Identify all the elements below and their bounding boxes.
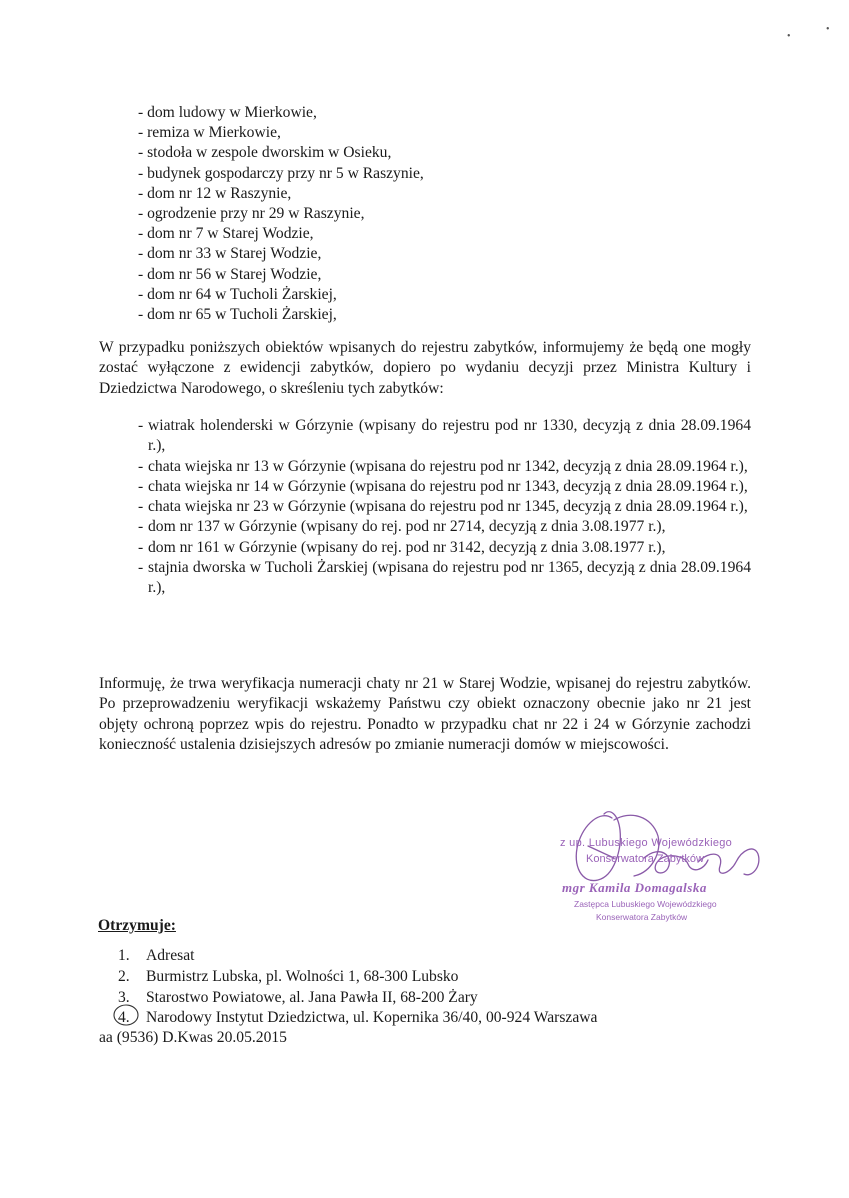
recipient-number: 4. xyxy=(118,1009,130,1027)
list-item: - dom nr 56 w Starej Wodzie, xyxy=(138,265,322,283)
document-reference: aa (9536) D.Kwas 20.05.2015 xyxy=(99,1029,287,1046)
recipient-number: 1. xyxy=(118,947,130,964)
list-item: - dom nr 12 w Raszynie, xyxy=(138,184,292,202)
recipients-heading: Otrzymuje: xyxy=(98,917,176,934)
scan-dot: • xyxy=(787,31,791,42)
handwritten-circle-icon xyxy=(112,1002,142,1028)
list-item: - dom nr 7 w Starej Wodzie, xyxy=(138,225,314,243)
list-item xyxy=(138,497,751,517)
paragraph-registry-intro: W przypadku poniższych obiektów wpisanych do rejestru zabytków, informujemy że będą one mogły zostać wyłączone z ewidencji zabytków, dopiero po wydaniu decyzji przez Ministra Kultury i Dziedzictwa Narodowego, o skreśleniu tych zabytków: xyxy=(99,339,751,397)
recipient-text: Burmistrz Lubska, pl. Wolności 1, 68-300 Lubsko xyxy=(146,967,459,985)
recipient-text: Adresat xyxy=(146,947,195,964)
stamp-line: Konserwatora Zabytków xyxy=(596,912,688,922)
list-dash: - xyxy=(138,477,144,495)
recipient-item xyxy=(118,1008,597,1029)
list-item xyxy=(138,457,751,477)
recipient-item xyxy=(118,946,597,967)
list-item: - dom nr 65 w Tucholi Żarskiej, xyxy=(138,306,337,324)
list-item-text: wiatrak holenderski w Górzynie (wpisany do rejestru pod nr 1330, decyzją z dnia 28.09.1964 r.), xyxy=(148,417,751,455)
stamp-line: Konserwatora Zabytków xyxy=(586,853,704,865)
list-item: - ogrodzenie przy nr 29 w Raszynie, xyxy=(138,205,365,223)
list-item-text: chata wiejska nr 13 w Górzynie (wpisana do rejestru pod nr 1342, decyzją z dnia 28.09.1964 r.), xyxy=(148,457,748,475)
recipient-number: 2. xyxy=(118,967,130,985)
list-item: - dom nr 33 w Starej Wodzie, xyxy=(138,245,322,263)
list-item xyxy=(138,538,751,558)
list-item-text: chata wiejska nr 14 w Górzynie (wpisana do rejestru pod nr 1343, decyzją z dnia 28.09.1964 r.), xyxy=(148,477,748,495)
registered-objects-list xyxy=(138,416,751,599)
list-item: - budynek gospodarczy przy nr 5 w Raszynie, xyxy=(138,164,424,182)
list-item: - dom nr 64 w Tucholi Żarskiej, xyxy=(138,285,337,303)
list-item-text: chata wiejska nr 23 w Górzynie (wpisana do rejestru pod nr 1345, decyzją z dnia 28.09.1964 r.), xyxy=(148,498,748,516)
recipient-text: Narodowy Instytut Dziedzictwa, ul. Kopernika 36/40, 00-924 Warszawa xyxy=(146,1009,598,1027)
recipients-list xyxy=(118,946,597,1029)
list-item-text: dom nr 137 w Górzynie (wpisany do rej. pod nr 2714, decyzją z dnia 3.08.1977 r.), xyxy=(148,518,666,536)
scan-dot: • xyxy=(826,24,830,35)
signature-stamp xyxy=(548,800,778,940)
list-item: - stodoła w zespole dworskim w Osieku, xyxy=(138,144,392,162)
list-item xyxy=(138,558,751,599)
list-dash: - xyxy=(138,538,144,556)
recipient-item xyxy=(118,988,597,1009)
list-item-text: stajnia dworska w Tucholi Żarskiej (wpisana do rejestru pod nr 1365, decyzją z dnia 28.09.1964 r.), xyxy=(148,559,751,597)
list-dash: - xyxy=(138,498,144,516)
recipient-text: Starostwo Powiatowe, al. Jana Pawła II, 68-200 Żary xyxy=(146,988,478,1006)
recipient-item xyxy=(118,967,597,988)
list-item: - remiza w Mierkowie, xyxy=(138,124,281,142)
list-dash: - xyxy=(138,417,144,434)
stamp-line: z up. Lubuskiego Wojewódzkiego xyxy=(560,837,733,849)
stamp-line: Zastępca Lubuskiego Wojewódzkiego xyxy=(574,899,717,909)
paragraph-verification: Informuję, że trwa weryfikacja numeracji chaty nr 21 w Starej Wodzie, wpisanej do rejestru zabytków. Po przeprowadzeniu weryfikacji wskażemy Państwu czy obiekt oznaczony obecnie jako nr 21 jest objęty ochroną poprzez wpis do rejestru. Ponadto w przypadku chat nr 22 i 24 w Górzynie zachodzi konieczność ustalenia dzisiejszych adresów po zmianie numeracji domów w miejscowości. xyxy=(99,675,751,754)
list-item xyxy=(138,517,751,537)
list-dash: - xyxy=(138,457,144,475)
stamp-signatory-name: mgr Kamila Domagalska xyxy=(562,880,707,895)
list-item xyxy=(138,416,751,457)
list-item-text: dom nr 161 w Górzynie (wpisany do rej. pod nr 3142, decyzją z dnia 3.08.1977 r.), xyxy=(148,538,666,556)
recipient-number: 3. xyxy=(118,988,130,1006)
list-item: - dom ludowy w Mierkowie, xyxy=(138,104,317,121)
object-list xyxy=(138,103,424,325)
list-dash: - xyxy=(138,518,144,536)
list-dash: - xyxy=(138,559,144,577)
list-item xyxy=(138,477,751,497)
